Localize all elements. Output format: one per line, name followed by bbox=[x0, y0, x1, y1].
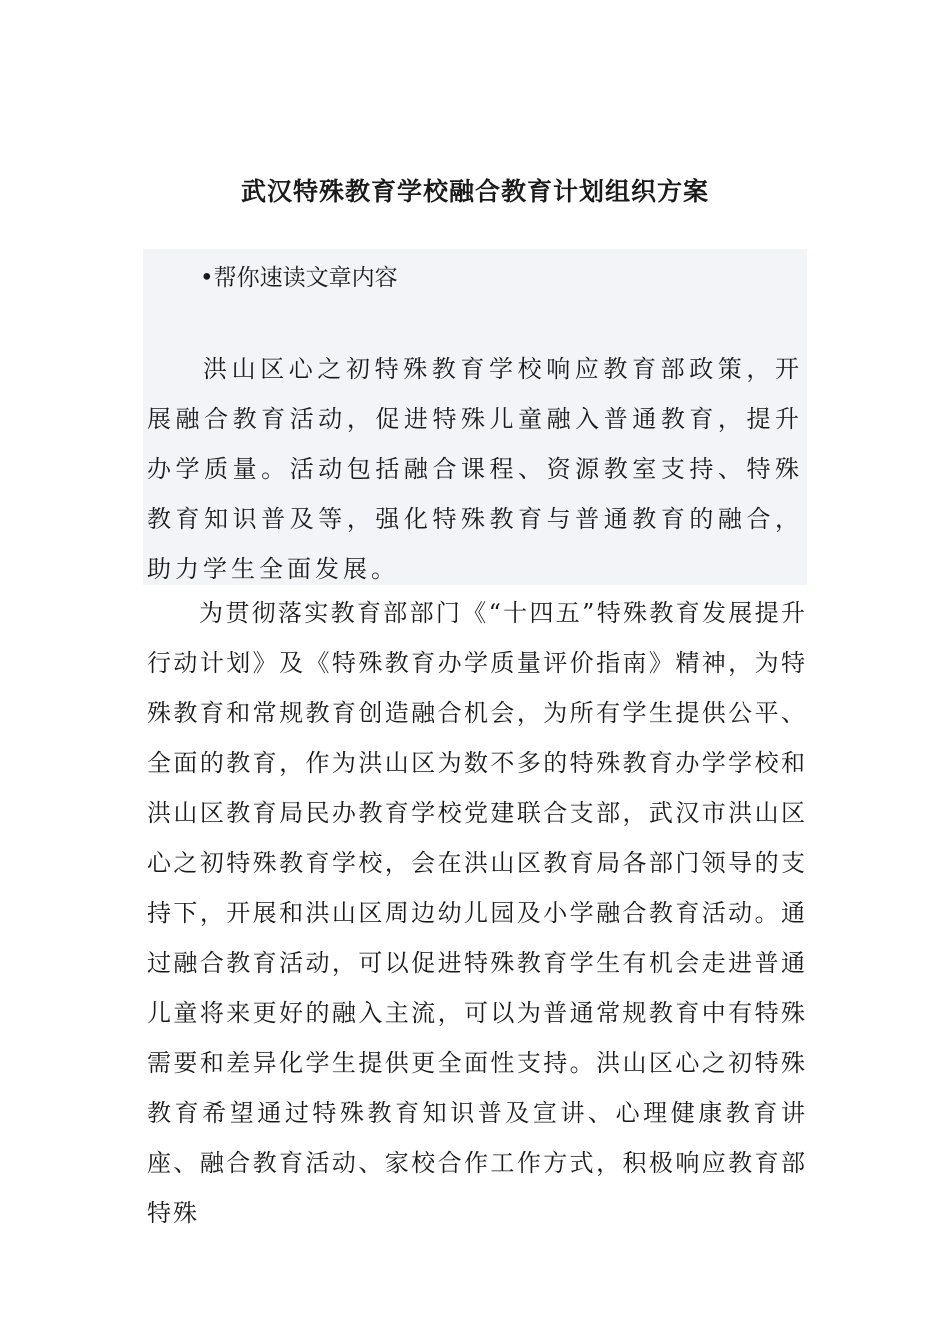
summary-heading: •帮你速读文章内容 bbox=[200, 265, 398, 291]
document-title: 武汉特殊教育学校融合教育计划组织方案 bbox=[240, 177, 709, 206]
summary-text: 洪山区心之初特殊教育学校响应教育部政策，开展融合教育活动，促进特殊儿童融入普通教育，提升办学质量。活动包括融合课程、资源教室支持、特殊教育知识普及等，强化特殊教育与普通教育的融合，助力学生全面发展。 bbox=[147, 355, 803, 583]
body-paragraph: 为贯彻落实教育部部门《“十四五”特殊教育发展提升行动计划》及《特殊教育办学质量评价指南》精神，为特殊教育和常规教育创造融合机会，为所有学生提供公平、全面的教育，作为洪山区为数不多的特殊教育办学学校和洪山区教育局民办教育学校党建联合支部，武汉市洪山区心之初特殊教育学校，会在洪山区教育局各部门领导的支持下，开展和洪山区周边幼儿园及小学融合教育活动。通过融合教育活动，可以促进特殊教育学生有机会走进普通儿童将来更好的融入主流，可以为普通常规教育中有特殊需要和差异化学生提供更全面性支持。洪山区心之初特殊教育希望通过特殊教育知识普及宣讲、心理健康教育讲座、融合教育活动、家校合作工作方式，积极响应教育部特殊 bbox=[147, 599, 807, 1227]
summary-box bbox=[143, 249, 807, 585]
